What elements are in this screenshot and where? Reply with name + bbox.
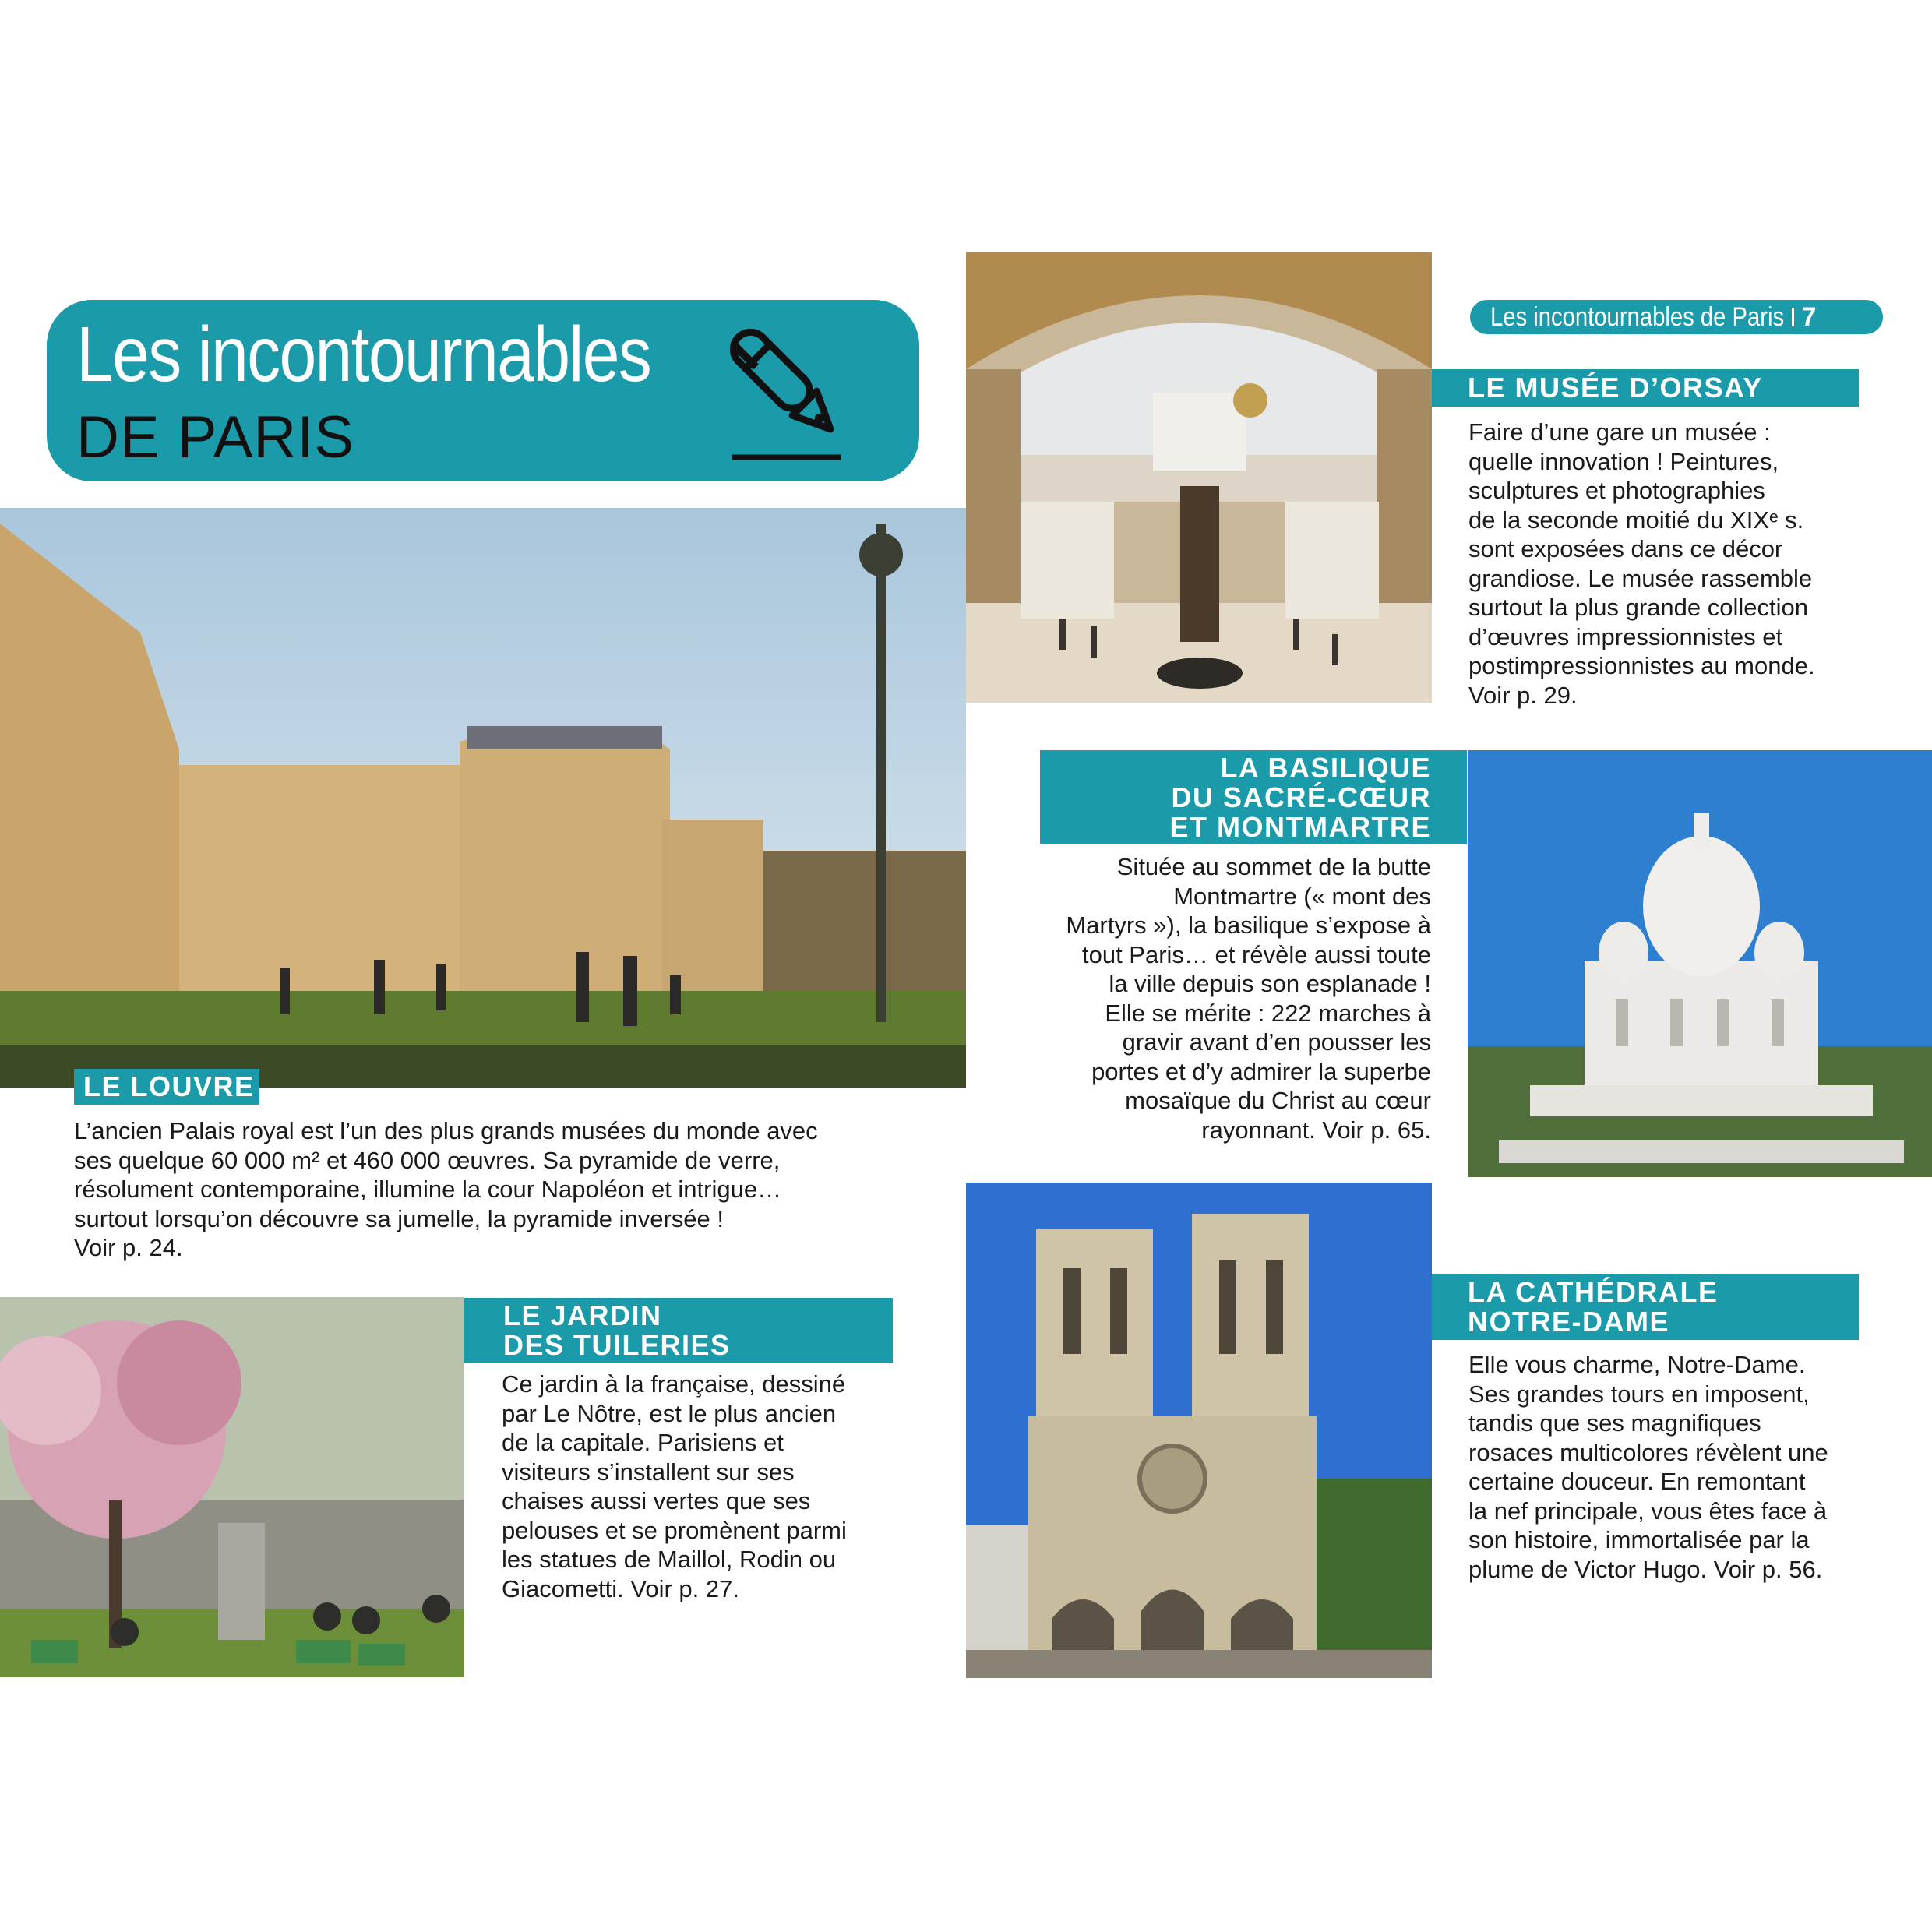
text-line: Elle vous charme, Notre-Dame. bbox=[1468, 1351, 1806, 1378]
text-line: d’œuvres impressionnistes et bbox=[1468, 622, 1783, 650]
text-line: Giacometti. Voir p. 27. bbox=[502, 1574, 739, 1602]
text-line: rosaces multicolores révèlent une bbox=[1468, 1438, 1828, 1466]
text-line: L’ancien Palais royal est l’un des plus grands musées du monde avec bbox=[74, 1117, 818, 1144]
section-label-tuileries bbox=[464, 1298, 893, 1363]
section-label-louvre: LE LOUVRE bbox=[74, 1069, 259, 1105]
text-line: tout Paris… et révèle aussi toute bbox=[1081, 940, 1431, 968]
text-line: Martyrs »), la basilique s’expose à bbox=[1066, 911, 1431, 939]
text-line: la nef principale, vous êtes face à bbox=[1468, 1497, 1828, 1525]
text-line: pelouses et se promènent parmi bbox=[502, 1516, 847, 1544]
text-line: postimpressionnistes au monde. bbox=[1468, 652, 1815, 679]
text-line: certaine douceur. En remontant bbox=[1468, 1468, 1806, 1495]
text-line: sculptures et photographies bbox=[1468, 477, 1765, 504]
text-line: sont exposées dans ce décor bbox=[1468, 535, 1783, 562]
text-line: la ville depuis son esplanade ! bbox=[1109, 970, 1431, 997]
orsay-description bbox=[1468, 418, 1889, 710]
sacre-coeur-description bbox=[1028, 852, 1431, 1144]
text-line: Voir p. 24. bbox=[74, 1234, 183, 1261]
orsay-photo bbox=[966, 252, 1432, 703]
text-line: chaises aussi vertes que ses bbox=[502, 1487, 811, 1514]
text-line: ses quelque 60 000 m² et 460 000 œuvres. Sa pyramide de verre, bbox=[74, 1146, 781, 1174]
label-line: LE JARDIN bbox=[503, 1299, 662, 1331]
text-line: plume de Victor Hugo. Voir p. 56. bbox=[1468, 1555, 1823, 1583]
section-label-orsay: LE MUSÉE D’ORSAY bbox=[1432, 369, 1859, 407]
text-line: Voir p. 29. bbox=[1468, 681, 1578, 709]
running-header bbox=[1470, 300, 1883, 334]
section-label-notre-dame bbox=[1432, 1274, 1859, 1340]
page-number: 7 bbox=[1801, 302, 1817, 332]
text-line: Ses grandes tours en imposent, bbox=[1468, 1380, 1810, 1408]
text-line: de la seconde moitié du XIXᵉ s. bbox=[1468, 506, 1804, 534]
sacre-coeur-photo bbox=[1468, 750, 1932, 1177]
text-line: par Le Nôtre, est le plus ancien bbox=[502, 1399, 837, 1427]
text-line: quelle innovation ! Peintures, bbox=[1468, 447, 1779, 475]
text-line: les statues de Maillol, Rodin ou bbox=[502, 1546, 837, 1573]
text-line: grandiose. Le musée rassemble bbox=[1468, 564, 1813, 592]
text-line: de la capitale. Parisiens et bbox=[502, 1429, 784, 1456]
text-line: Située au sommet de la butte bbox=[1116, 853, 1431, 880]
text-line: résolument contemporaine, illumine la cour Napoléon et intrigue… bbox=[74, 1176, 782, 1203]
text-line: surtout lorsqu’on découvre sa jumelle, la pyramide inversée ! bbox=[74, 1204, 724, 1232]
text-line: surtout la plus grande collection bbox=[1468, 594, 1808, 621]
text-line: Elle se mérite : 222 marches à bbox=[1105, 999, 1431, 1027]
text-line: mosaïque du Christ au cœur bbox=[1125, 1087, 1431, 1114]
page-subtitle: DE PARIS bbox=[76, 404, 355, 471]
text-line: portes et d’y admirer la superbe bbox=[1091, 1057, 1431, 1085]
tuileries-description bbox=[502, 1370, 907, 1603]
label-line: LA BASILIQUE bbox=[1220, 752, 1431, 784]
text-line: Montmartre (« mont des bbox=[1173, 882, 1431, 910]
running-header-label: Les incontournables de Paris bbox=[1490, 302, 1785, 332]
text-line: rayonnant. Voir p. 65. bbox=[1201, 1116, 1431, 1144]
text-line: tandis que ses magnifiques bbox=[1468, 1409, 1761, 1437]
label-line: ET MONTMARTRE bbox=[1169, 811, 1431, 843]
notre-dame-description bbox=[1468, 1350, 1905, 1584]
notre-dame-photo bbox=[966, 1183, 1432, 1678]
louvre-description bbox=[74, 1116, 931, 1263]
text-line: Faire d’une gare un musée : bbox=[1468, 418, 1771, 446]
section-label-sacre-coeur bbox=[1040, 750, 1467, 844]
louvre-photo bbox=[0, 508, 966, 1088]
text-line: visiteurs s’installent sur ses bbox=[502, 1458, 795, 1486]
header-divider bbox=[1792, 308, 1794, 326]
label-line: LA CATHÉDRALE bbox=[1468, 1276, 1719, 1308]
label-line: DES TUILERIES bbox=[503, 1329, 731, 1361]
text-line: gravir avant d’en pousser les bbox=[1122, 1028, 1431, 1056]
page-title: Les incontournables bbox=[76, 311, 651, 398]
text-line: son histoire, immortalisée par la bbox=[1468, 1526, 1810, 1553]
label-line: DU SACRÉ-CŒUR bbox=[1171, 781, 1431, 813]
tuileries-photo bbox=[0, 1297, 464, 1677]
pen-icon bbox=[713, 312, 869, 467]
label-line: NOTRE-DAME bbox=[1468, 1306, 1669, 1338]
text-line: Ce jardin à la française, dessiné bbox=[502, 1370, 846, 1398]
